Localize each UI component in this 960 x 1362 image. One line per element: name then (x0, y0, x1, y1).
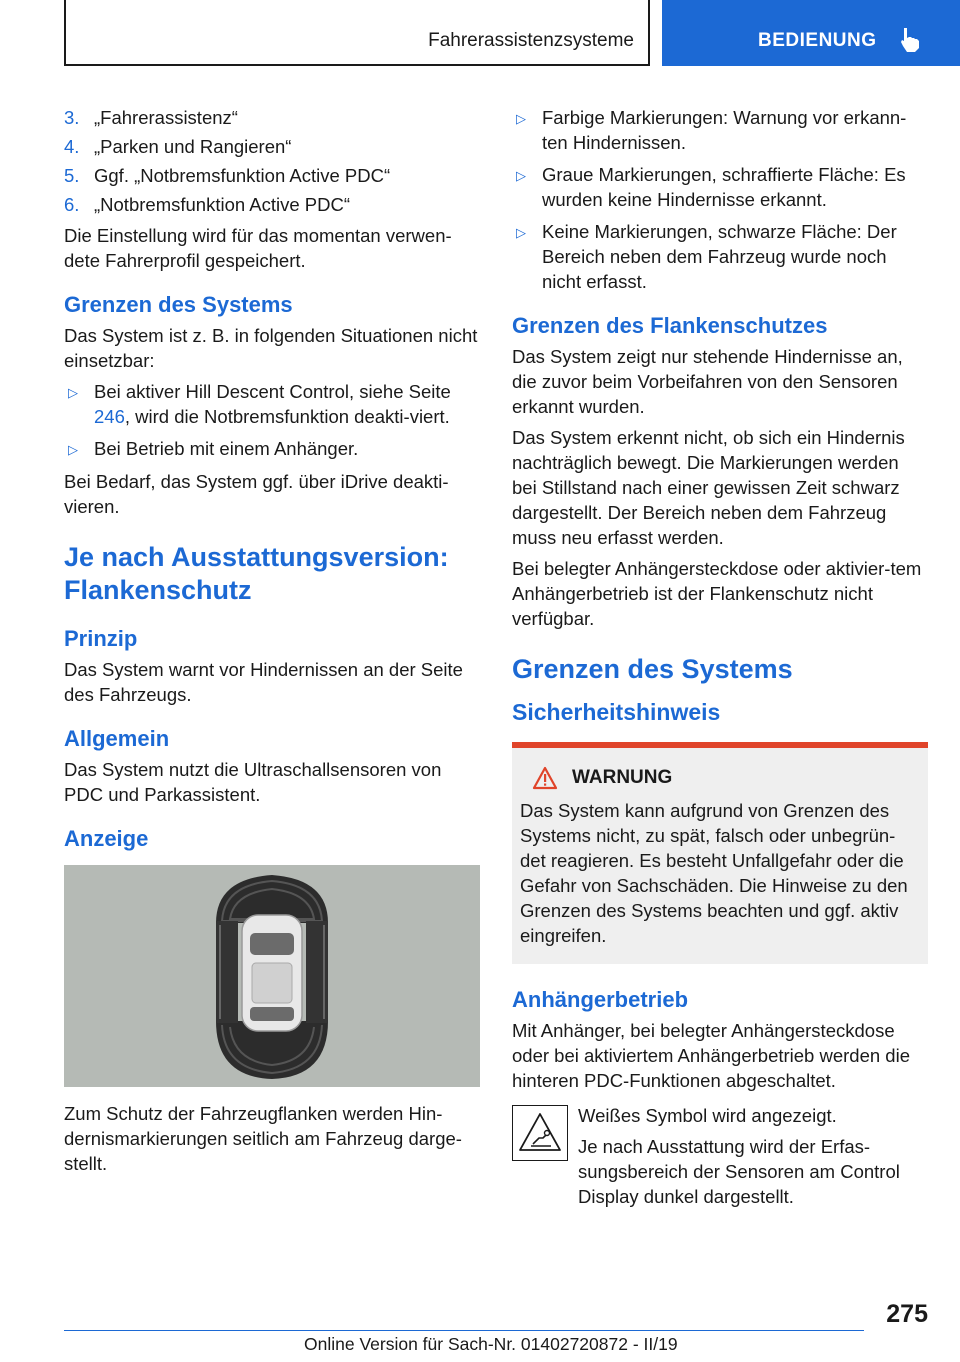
list-item: 6. „Notbremsfunktion Active PDC“ (64, 194, 351, 215)
list-item: 4. „Parken und Rangieren“ (64, 136, 292, 157)
flank-limits-text-1: Das System zeigt nur stehende Hindernisse an, die zuvor beim Vorbeifahren von den Sensoren erkannt wurden. (512, 346, 903, 417)
trailer-text: Mit Anhänger, bei belegter Anhängersteckdose oder bei aktiviertem Anhängerbetrieb werden die hinteren PDC-Funktionen abgeschaltet. (512, 1020, 910, 1091)
header-section-title: Fahrerassistenzsysteme (428, 30, 634, 51)
header-chapter-tab[interactable] (662, 0, 960, 66)
main-heading: Je nach Ausstattungsversion: Flankenschutz (64, 542, 449, 605)
flank-protection-display-image (64, 865, 480, 1087)
trailer-hitch-warning-icon (513, 1106, 567, 1160)
prinzip-heading: Prinzip (64, 626, 138, 651)
trailer-heading: Anhängerbetrieb (512, 987, 689, 1012)
vehicle-flank-diagram (64, 865, 480, 1087)
flank-limits-heading: Grenzen des Flankenschutzes (512, 313, 828, 338)
anzeige-heading: Anzeige (64, 826, 149, 851)
warning-box (512, 742, 928, 964)
list-item: ▷ Graue Markierungen, schraffierte Fläche: Es wurden keine Hindernisse erkannt. (512, 162, 928, 212)
system-limits-heading: Grenzen des Systems (512, 654, 793, 684)
triangle-bullet-icon: ▷ (516, 168, 526, 183)
marking-list (512, 105, 928, 294)
header-chapter-label: BEDIENUNG (758, 30, 877, 51)
pointing-hand-icon (898, 26, 924, 54)
footer-online-version: Online Version für Sach-Nr. 01402720872 - II/19 (304, 1334, 678, 1354)
anzeige-caption: Zum Schutz der Fahrzeugflanken werden Hin-dernismarkierungen seitlich am Fahrzeug darge-stellt. (64, 1103, 462, 1174)
limits-heading: Grenzen des Systems (64, 292, 293, 317)
safety-heading: Sicherheitshinweis (512, 699, 721, 725)
trailer-warning-symbol (512, 1105, 568, 1161)
footer-divider (64, 1330, 864, 1331)
warning-triangle-icon (532, 766, 558, 790)
warning-header (520, 766, 920, 790)
list-item: 3. „Fahrerassistenz“ (64, 107, 238, 128)
triangle-bullet-icon: ▷ (516, 111, 526, 126)
warning-text: Das System kann aufgrund von Grenzen des Systems nicht, zu spät, falsch oder unbegrün-det reagieren. Es besteht Unfallgefahr oder die Gefahr von Sachschäden. Die Hinweise zu den Grenzen des Systems beachten und ggf. aktiv eingreifen. (520, 800, 908, 946)
list-item: 5. Ggf. „Notbremsfunktion Active PDC“ (64, 165, 391, 186)
list-item: ▷ Bei Betrieb mit einem Anhänger. (64, 436, 480, 462)
limits-note: Bei Bedarf, das System ggf. über iDrive deakti-vieren. (64, 471, 449, 517)
warning-title: WARNUNG (572, 767, 673, 788)
prinzip-text: Das System warnt vor Hindernissen an der Seite des Fahrzeugs. (64, 659, 463, 705)
flank-limits-text-3: Bei belegter Anhängersteckdose oder aktivier-tem Anhängerbetrieb ist der Flankenschutz nicht verfügbar. (512, 558, 922, 629)
allgemein-text: Das System nutzt die Ultraschallsensoren von PDC und Parkassistent. (64, 759, 442, 805)
triangle-bullet-icon: ▷ (516, 225, 526, 240)
profile-note: Die Einstellung wird für das momentan verwen-dete Fahrerprofil gespeichert. (64, 225, 452, 271)
list-item: ▷ Keine Markierungen, schwarze Fläche: Der Bereich neben dem Fahrzeug wurde noch nicht erfasst. (512, 219, 928, 294)
right-column (512, 105, 928, 1215)
page-number: 275 (886, 1300, 928, 1328)
list-item: ▷ Farbige Markierungen: Warnung vor erkann-ten Hindernissen. (512, 105, 928, 155)
allgemein-heading: Allgemein (64, 726, 170, 751)
left-column (64, 105, 480, 1182)
list-item: ▷ Bei aktiver Hill Descent Control, siehe Seite 246, wird die Notbremsfunktion deakti-viert. (64, 379, 480, 429)
triangle-bullet-icon: ▷ (68, 442, 78, 457)
symbol-text: Weißes Symbol wird angezeigt. (578, 1105, 837, 1126)
limits-intro: Das System ist z. B. in folgenden Situationen nicht einsetzbar: (64, 325, 478, 371)
limits-list (64, 379, 480, 462)
triangle-bullet-icon: ▷ (68, 385, 78, 400)
page-link[interactable]: 246 (94, 406, 125, 427)
numbered-steps (64, 105, 480, 217)
header-section-box (64, 0, 650, 66)
trailer-symbol-row (512, 1103, 928, 1209)
flank-limits-text-2: Das System erkennt nicht, ob sich ein Hindernis nachträglich bewegt. Die Markierungen werden bei Stillstand nach einer gewissen Zeit schwarz dargestellt. Der Bereich neben dem Fahrzeug muss neu erfasst werden. (512, 427, 905, 548)
symbol-text-2: Je nach Ausstattung wird der Erfas-sungsbereich der Sensoren am Control Display dunkel dargestellt. (578, 1136, 900, 1207)
